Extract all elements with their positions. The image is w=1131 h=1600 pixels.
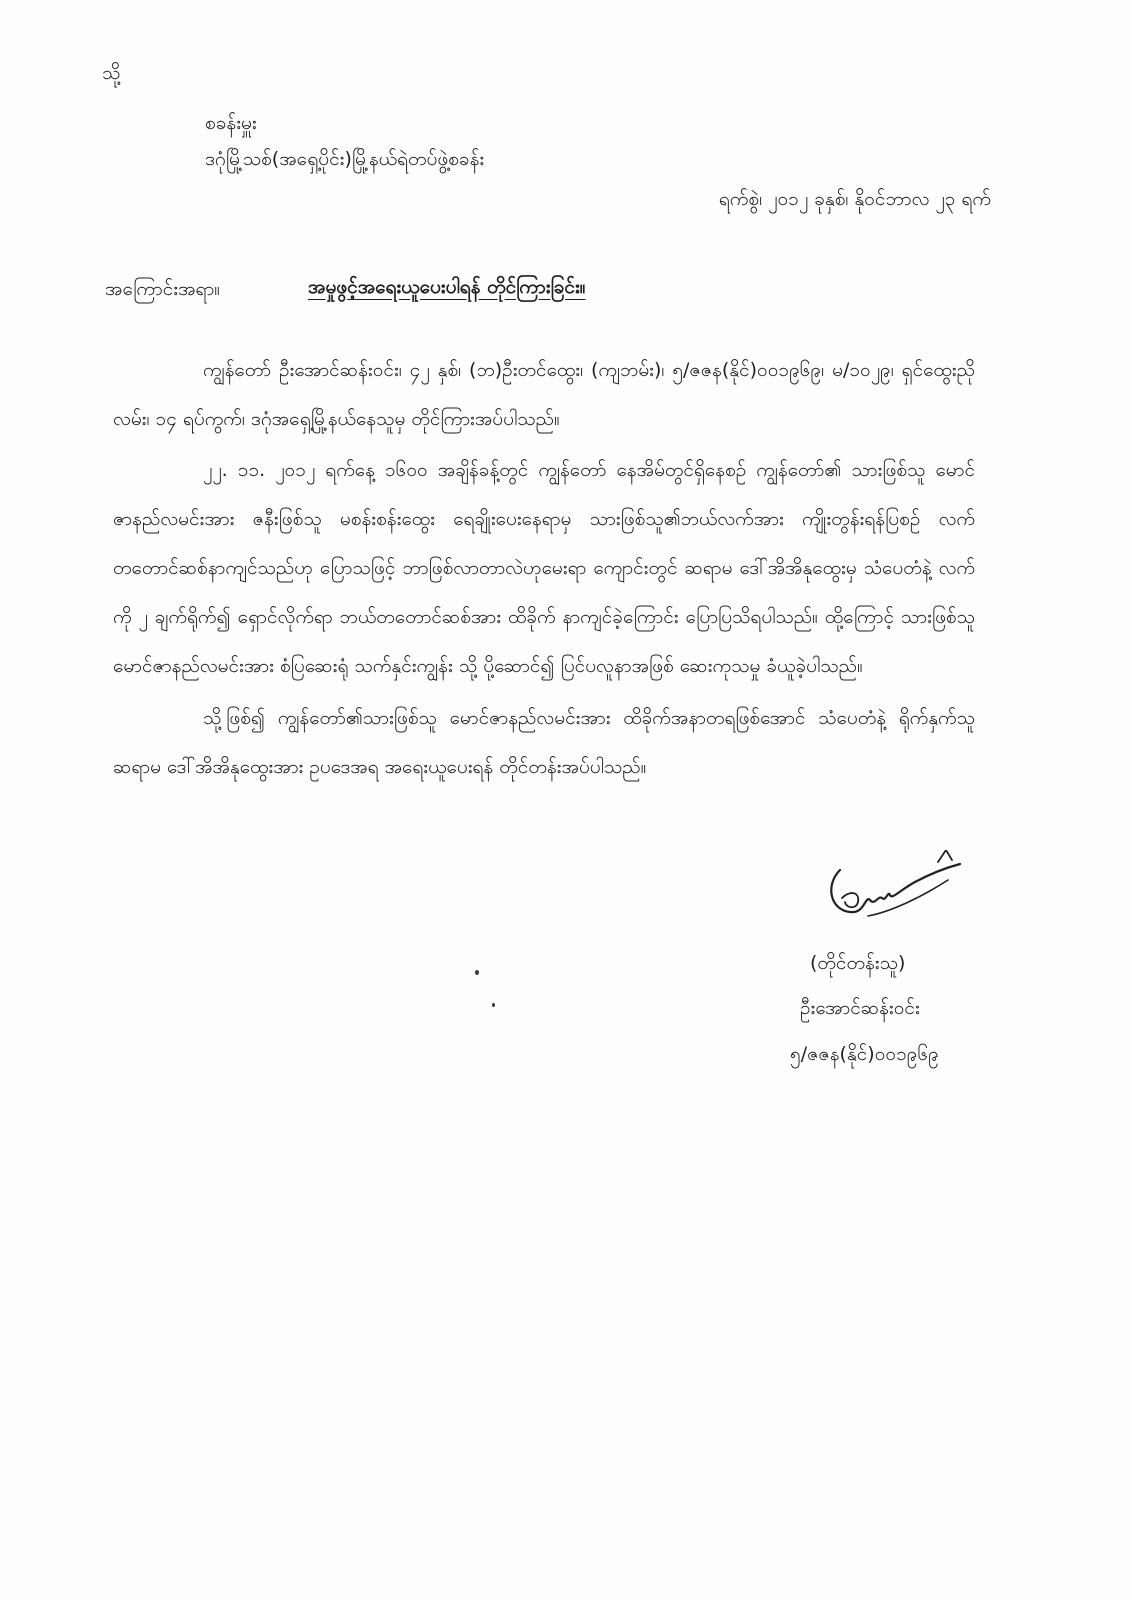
body-paragraph-3: သို့ဖြစ်၍ ကျွန်တော်၏သားဖြစ်သူ မောင်ဇာနည်လမင်းအား ထိခိုက်အနာတရဖြစ်အောင် သံပေတံနဲ့ ရိုက်နှက်သူ ဆရာမ ဒေါ်အိအိနုထွေးအား ဥပဒေအရ အရေးယူပေးရန် တိုင်တန်းအပ်ပါသည်။: [113, 707, 975, 778]
addressee-to: သို့: [102, 62, 121, 84]
signatory-role: (တိုင်တန်းသူ): [810, 952, 906, 974]
subject-title: အမှုဖွင့်အရေးယူပေးပါရန် တိုင်ကြားခြင်း။: [308, 276, 586, 298]
paper-speck: [475, 970, 479, 975]
subject-label: အကြောင်းအရာ။: [105, 278, 221, 300]
recipient-station: ဒဂုံမြို့သစ်(အရှေ့ပိုင်း)မြို့နယ်ရဲတပ်ဖွဲ့စခန်း: [205, 148, 485, 170]
signatory-nrc: ၅/ဇဇန(နိုင်)၀၀၁၉၆၉: [790, 1043, 939, 1065]
signatory-name: ဦးအောင်ဆန်းဝင်း: [800, 997, 920, 1019]
letter-date: ရက်စွဲ၊ ၂၀၁၂ ခုနှစ်၊ နိုဝင်ဘာလ ၂၃ ရက်: [718, 188, 991, 210]
body-paragraph-1: ကျွန်တော် ဦးအောင်ဆန်းဝင်း၊ ၄၂ နှစ်၊ (ဘ)ဦးတင်ထွေး၊ (ကျဘမ်း)၊ ၅/ဇဇန(နိုင်)၀၀၁၉၆၉၊ မ/၁၀၂၉၊ ရှင်ထွေးညိုလမ်း၊ ၁၄ ရပ်ကွက်၊ ဒဂုံအရှေ့မြို့နယ်နေသူမှ တိုင်ကြားအပ်ပါသည်။: [113, 359, 975, 430]
body-paragraph-2: ၂၂. ၁၁. ၂၀၁၂ ရက်နေ့ ၁၆၀၀ အချိန်ခန့်တွင် ကျွန်တော် နေအိမ်တွင်ရှိနေစဉ် ကျွန်တော်၏ သားဖြစ်သူ မောင်ဇာနည်လမင်းအား ဇနီးဖြစ်သူ မစန်းစန်းထွေး ရေချိုးပေးနေရာမှ သားဖြစ်သူ၏ဘယ်လက်အား ကျိုးတွန်းရန်ပြစဉ် လက်တတောင်ဆစ်နာကျင်သည်ဟု ပြောသဖြင့် ဘာဖြစ်လာတာလဲဟုမေးရာ ကျောင်းတွင် ဆရာမ ဒေါ်အိအိနုထွေးမှ သံပေတံနဲ့ လက်ကို ၂ ချက်ရိုက်၍ ရှောင်လိုက်ရာ ဘယ်တတောင်ဆစ်အား ထိခိုက် နာကျင်ခဲ့ကြောင်း ပြောပြသိရပါသည်။ ထို့ကြောင့် သားဖြစ်သူ မောင်ဇာနည်လမင်းအား စံပြဆေးရုံ သက်နှင်းကျွန်း သို့ ပို့ဆောင်၍ ပြင်ပလူနာအဖြစ် ဆေးကုသမှု ခံယူခဲ့ပါသည်။: [113, 459, 975, 677]
handwritten-signature: [820, 850, 980, 950]
paper-speck: [492, 1003, 495, 1007]
recipient-title: စခန်းမှူး: [205, 112, 257, 134]
